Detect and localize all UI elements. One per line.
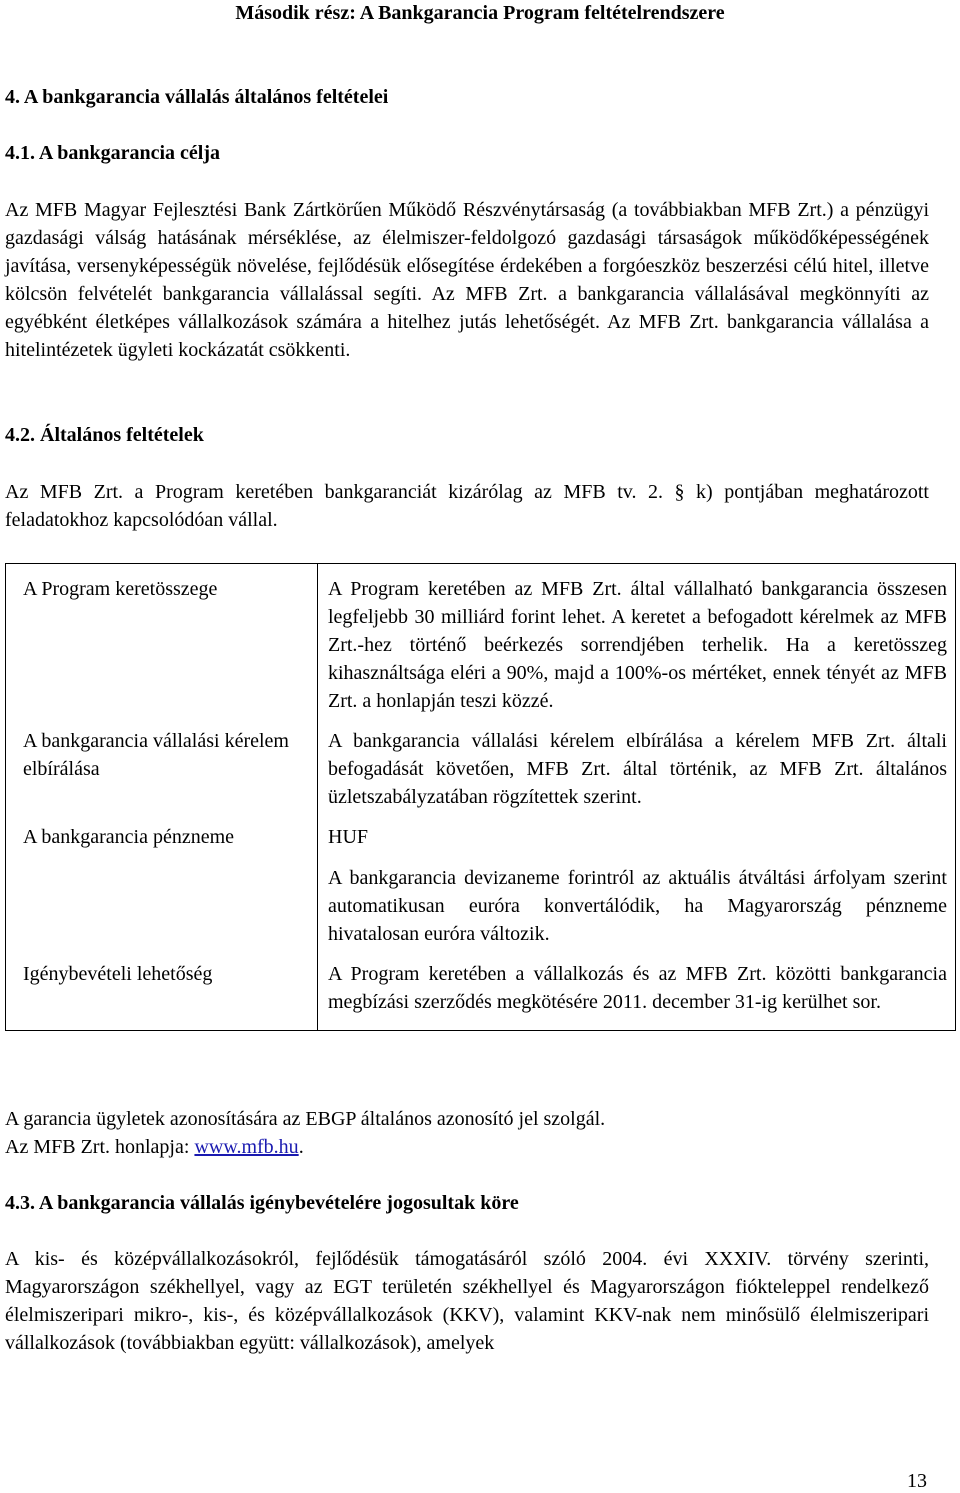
table-row-value: A Program keretében az MFB Zrt. által vállalható bankgarancia összesen legfeljebb 30 milliárd forint lehet. A keretet a befogadott kérelmek az MFB Zrt.-hez történő beérkezés sorrendjében terhelik. Ha a keretösszeg kihasználtsága eléri a 90%, majd a 100%-os mértéket, ennek tényét az MFB Zrt. a honlapján teszi közzé. — [328, 578, 947, 712]
section-4-3-paragraph: A kis- és középvállalkozásokról, fejlődésük támogatásáról szóló 2004. évi XXXIV. törvény szerinti, Magyarországon székhellyel, vagy az EGT területén székhellyel és Magyarországon fiókteleppel rendelkező élelmiszeripari mikro-, kis-, és középvállalkozások (KKV), valamint KKV-nak nem minősülő élelmiszeripari vállalkozások (továbbiakban együtt: vállalkozások), amelyek — [5, 1248, 929, 1354]
website-prefix: Az MFB Zrt. honlapja: — [5, 1136, 195, 1158]
table-row-value: A bankgarancia vállalási kérelem elbírálása a kérelem MFB Zrt. általi befogadását követően, MFB Zrt. által történik, az MFB Zrt. általános üzletszabályzatában rögzítettek szerint. — [328, 730, 947, 808]
table-row-value-extra: A bankgarancia devizaneme forintról az aktuális átváltási árfolyam szerint automatikusan euróra konvertálódik, ha Magyarország pénzneme hivatalosan euróra változik. — [328, 867, 947, 945]
page-number: 13 — [907, 1470, 927, 1492]
table-row — [6, 564, 956, 728]
running-header: Második rész: A Bankgarancia Program feltételrendszere — [235, 2, 725, 24]
table-row — [6, 727, 956, 823]
table-row-label: A Program keretösszege — [6, 564, 318, 728]
identifier-note: A garancia ügyletek azonosítására az EBGP általános azonosító jel szolgál. — [5, 1108, 606, 1130]
section-4-title: 4. A bankgarancia vállalás általános feltételei — [5, 86, 389, 108]
terms-table — [5, 563, 956, 1031]
website-line — [5, 1133, 929, 1161]
section-4-2-paragraph: Az MFB Zrt. a Program keretében bankgaranciát kizárólag az MFB tv. 2. § k) pontjában meghatározott feladatokhoz kapcsolódóan vállal. — [5, 481, 929, 531]
section-4-1-title: 4.1. A bankgarancia célja — [5, 142, 221, 164]
website-link[interactable]: www.mfb.hu — [194, 1136, 299, 1158]
table-row-value-group — [318, 823, 956, 960]
table-row-label: Igénybevételi lehetőség — [6, 960, 318, 1031]
table-row — [6, 823, 956, 960]
table-row-label: A bankgarancia vállalási kérelem elbírálása — [6, 727, 318, 823]
table-row-value: A Program keretében a vállalkozás és az MFB Zrt. közötti bankgarancia megbízási szerződés megkötésére 2011. december 31-ig kerülhet sor. — [328, 963, 947, 1013]
section-4-2-title: 4.2. Általános feltételek — [5, 424, 204, 446]
table-row-label: A bankgarancia pénzneme — [6, 823, 318, 960]
website-suffix: . — [298, 1136, 304, 1158]
table-row — [6, 960, 956, 1031]
table-row-value: HUF — [328, 826, 369, 848]
section-4-1-paragraph: Az MFB Magyar Fejlesztési Bank Zártkörűen Működő Részvénytársaság (a továbbiakban MFB Zrt.) a pénzügyi gazdasági válság hatásának mérséklése, az élelmiszer-feldolgozó gazdasági társaságok működőképességének javítása, versenyképességük növelése, fejlődésük elősegítése érdekében a forgóeszköz beszerzési célú hitel, illetve kölcsön felvételét bankgarancia vállalással segíti. Az MFB Zrt. a bankgarancia vállalásával megkönnyíti az egyébként életképes vállalkozások számára a hitelhez jutás lehetőségét. Az MFB Zrt. bankgarancia vállalása a hitelintézetek ügyleti kockázatát csökkenti. — [5, 199, 929, 361]
section-4-3-title: 4.3. A bankgarancia vállalás igénybevételére jogosultak köre — [5, 1192, 519, 1214]
